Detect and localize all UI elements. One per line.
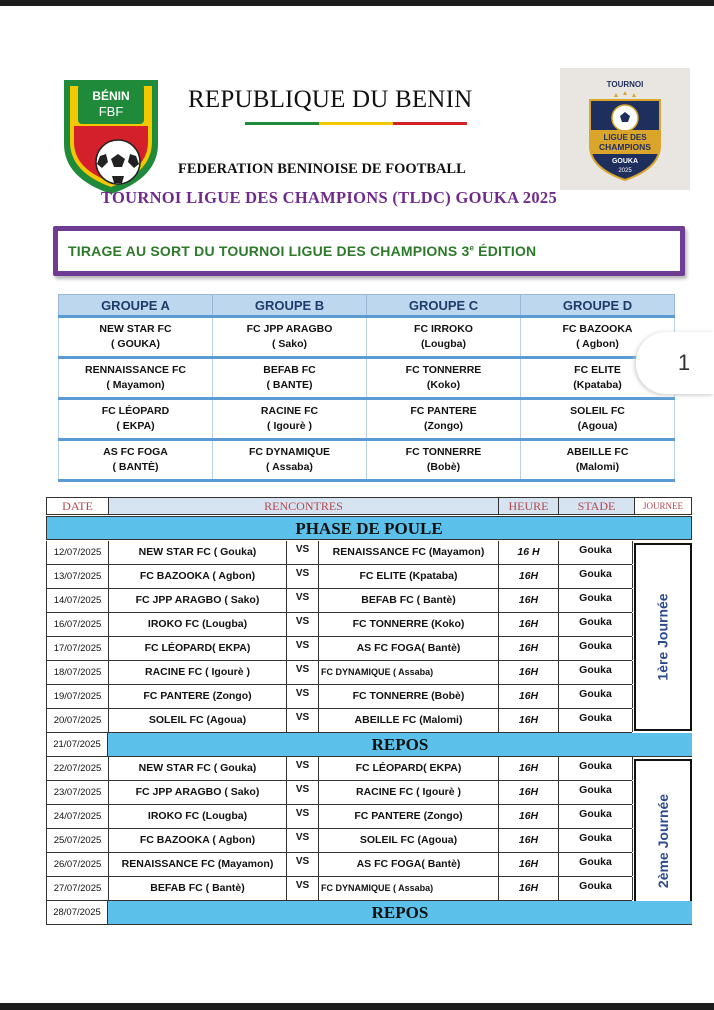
match-date: 16/07/2025 [47, 613, 109, 636]
match-away-team: RENAISSANCE FC (Mayamon) [319, 541, 499, 564]
match-home-team: FC LÉOPARD( EKPA) [109, 637, 287, 660]
match-home-team: FC PANTERE (Zongo) [109, 685, 287, 708]
match-stadium: Gouka [559, 541, 633, 564]
group-c-header: GROUPE C [367, 295, 521, 317]
header-journee: JOURNEE [635, 498, 691, 514]
group-team-name: FC PANTERE [410, 405, 477, 417]
match-time: 16H [499, 853, 559, 876]
match-stadium: Gouka [559, 853, 633, 876]
match-stadium: Gouka [559, 637, 633, 660]
match-stadium: Gouka [559, 709, 633, 732]
repos-banner: REPOS [108, 733, 692, 757]
group-d-header: GROUPE D [521, 295, 675, 317]
top-border [0, 0, 714, 6]
match-home-team: IROKO FC (Lougba) [109, 613, 287, 636]
match-stadium: Gouka [559, 613, 633, 636]
flag-stripe [245, 122, 467, 125]
match-stadium: Gouka [559, 781, 633, 804]
tldc-logo-line2: CHAMPIONS [599, 142, 651, 152]
match-home-team: NEW STAR FC ( Gouka) [109, 757, 287, 780]
groups-header-row [59, 295, 675, 317]
header-date: DATE [47, 498, 109, 514]
match-stadium: Gouka [559, 685, 633, 708]
match-home-team: FC JPP ARAGBO ( Sako) [109, 781, 287, 804]
group-team-name: BEFAB FC [263, 364, 316, 376]
match-away-team: SOLEIL FC (Agoua) [319, 829, 499, 852]
group-team-location: (Malomi) [575, 461, 620, 473]
group-team-location: (Lougba) [421, 338, 466, 350]
match-home-team: FC JPP ARAGBO ( Sako) [109, 589, 287, 612]
match-date: 20/07/2025 [47, 709, 109, 732]
match-home-team: FC BAZOOKA ( Agbon) [109, 829, 287, 852]
journee-label-box [634, 759, 692, 923]
match-vs: VS [287, 853, 319, 876]
match-date: 23/07/2025 [47, 781, 109, 804]
group-cell [367, 440, 521, 481]
match-date: 18/07/2025 [47, 661, 109, 684]
group-team-name: ABEILLE FC [566, 446, 629, 458]
group-cell [367, 317, 521, 358]
group-team-name: FC IRROKO [414, 323, 473, 335]
match-stadium: Gouka [559, 829, 633, 852]
groups-row [59, 358, 675, 399]
group-team-name: FC TONNERRE [405, 446, 482, 458]
match-stadium: Gouka [559, 757, 633, 780]
match-row [46, 757, 632, 781]
group-b-header: GROUPE B [213, 295, 367, 317]
group-team-location: ( EKPA) [116, 420, 155, 432]
group-cell [367, 358, 521, 399]
match-vs: VS [287, 541, 319, 564]
group-cell [213, 358, 367, 399]
group-team-name: FC BAZOOKA [562, 323, 633, 335]
schedule-header [46, 497, 692, 515]
match-vs: VS [287, 709, 319, 732]
group-team-name: NEW STAR FC [99, 323, 172, 335]
journee-label: 1ère Journée [655, 593, 672, 681]
match-home-team: IROKO FC (Lougba) [109, 805, 287, 828]
match-time: 16H [499, 637, 559, 660]
group-team-location: ( Sako) [271, 338, 307, 350]
tirage-sup: e [469, 243, 475, 253]
match-vs: VS [287, 781, 319, 804]
groups-row [59, 317, 675, 358]
match-away-team: AS FC FOGA( Bantè) [319, 637, 499, 660]
match-away-team: FC PANTERE (Zongo) [319, 805, 499, 828]
match-away-team: FC DYNAMIQUE ( Assaba) [319, 877, 499, 900]
match-away-team: FC TONNERRE (Koko) [319, 613, 499, 636]
match-time: 16H [499, 589, 559, 612]
tldc-logo-line1: LIGUE DES [603, 133, 647, 142]
match-row [46, 565, 632, 589]
match-row [46, 661, 632, 685]
match-away-team: FC LÉOPARD( EKPA) [319, 757, 499, 780]
group-team-location: (Zongo) [423, 420, 464, 432]
match-stadium: Gouka [559, 877, 633, 900]
match-vs: VS [287, 685, 319, 708]
match-vs: VS [287, 805, 319, 828]
match-away-team: BEFAB FC ( Bantè) [319, 589, 499, 612]
fbf-logo [56, 74, 166, 196]
match-time: 16 H [499, 541, 559, 564]
match-row [46, 853, 632, 877]
journee-label: 2ème Journée [655, 793, 672, 889]
match-date: 13/07/2025 [47, 565, 109, 588]
match-away-team: FC TONNERRE (Bobè) [319, 685, 499, 708]
group-cell [59, 399, 213, 440]
tirage-suffix: ÉDITION [474, 243, 537, 259]
match-stadium: Gouka [559, 589, 633, 612]
repos-banner: REPOS [108, 901, 692, 925]
match-away-team: AS FC FOGA( Bantè) [319, 853, 499, 876]
match-time: 16H [499, 709, 559, 732]
group-team-name: FC ELITE [574, 364, 621, 376]
groups-table [58, 294, 675, 482]
match-row [46, 709, 632, 733]
match-vs: VS [287, 757, 319, 780]
group-team-name: FC LÉOPARD [101, 405, 170, 417]
match-vs: VS [287, 637, 319, 660]
tldc-logo [560, 68, 690, 190]
group-team-location: ( Mayamon) [106, 379, 165, 391]
group-team-name: FC JPP ARAGBO [246, 323, 333, 335]
match-time: 16H [499, 685, 559, 708]
match-time: 16H [499, 757, 559, 780]
match-time: 16H [499, 805, 559, 828]
group-team-name: RENNAISSANCE FC [85, 364, 186, 376]
header-heure: HEURE [499, 498, 559, 514]
match-time: 16H [499, 565, 559, 588]
match-row [46, 589, 632, 613]
match-date: 22/07/2025 [47, 757, 109, 780]
group-cell [59, 358, 213, 399]
match-stadium: Gouka [559, 661, 633, 684]
match-time: 16H [499, 877, 559, 900]
match-vs: VS [287, 661, 319, 684]
header-stade: STADE [559, 498, 635, 514]
bottom-border [0, 1003, 714, 1010]
match-date: 26/07/2025 [47, 853, 109, 876]
group-team-location: (Kpataba) [573, 379, 622, 391]
tirage-title [68, 243, 536, 259]
group-team-name: SOLEIL FC [570, 405, 625, 417]
tournament-title: TOURNOI LIGUE DES CHAMPIONS (TLDC) GOUKA 2025 [101, 188, 557, 207]
page-number-tab[interactable] [636, 332, 714, 394]
match-row [46, 541, 632, 565]
group-team-location: ( Agbon) [576, 338, 619, 350]
group-cell [521, 399, 675, 440]
match-row [46, 613, 632, 637]
match-row [46, 781, 632, 805]
match-row [46, 637, 632, 661]
group-team-location: ( BANTE) [266, 379, 313, 391]
match-row [46, 805, 632, 829]
match-row [46, 877, 632, 901]
match-away-team: RACINE FC ( Igourè ) [319, 781, 499, 804]
tldc-logo-line3: GOUKA [611, 158, 639, 165]
group-team-name: FC TONNERRE [405, 364, 482, 376]
match-away-team: ABEILLE FC (Malomi) [319, 709, 499, 732]
groups-row [59, 399, 675, 440]
match-home-team: SOLEIL FC (Agoua) [109, 709, 287, 732]
match-date: 17/07/2025 [47, 637, 109, 660]
match-time: 16H [499, 661, 559, 684]
match-date: 14/07/2025 [47, 589, 109, 612]
group-cell [367, 399, 521, 440]
match-away-team: FC DYNAMIQUE ( Assaba) [319, 661, 499, 684]
tldc-logo-line4: 2025 [618, 168, 632, 174]
group-team-location: (Koko) [426, 379, 461, 391]
match-date: 25/07/2025 [47, 829, 109, 852]
match-date: 24/07/2025 [47, 805, 109, 828]
match-row [46, 685, 632, 709]
group-cell [213, 440, 367, 481]
tirage-banner [53, 226, 685, 276]
match-vs: VS [287, 613, 319, 636]
match-vs: VS [287, 589, 319, 612]
group-a-header: GROUPE A [59, 295, 213, 317]
phase-title: PHASE DE POULE [46, 516, 692, 540]
match-time: 16H [499, 829, 559, 852]
match-vs: VS [287, 829, 319, 852]
match-home-team: FC BAZOOKA ( Agbon) [109, 565, 287, 588]
match-vs: VS [287, 877, 319, 900]
match-row [46, 829, 632, 853]
repos-date: 28/07/2025 [46, 901, 108, 925]
groups-row [59, 440, 675, 481]
match-date: 27/07/2025 [47, 877, 109, 900]
match-date: 19/07/2025 [47, 685, 109, 708]
group-team-location: ( GOUKA) [111, 338, 160, 350]
tirage-text: TIRAGE AU SORT DU TOURNOI LIGUE DES CHAMPIONS 3 [68, 243, 470, 259]
country-title: REPUBLIQUE DU BENIN [188, 86, 473, 113]
repos-date: 21/07/2025 [46, 733, 108, 757]
match-stadium: Gouka [559, 805, 633, 828]
group-team-name: AS FC FOGA [103, 446, 168, 458]
group-cell [213, 399, 367, 440]
match-vs: VS [287, 565, 319, 588]
tldc-logo-top: TOURNOI [606, 80, 644, 89]
group-team-name: RACINE FC [260, 405, 319, 417]
match-home-team: NEW STAR FC ( Gouka) [109, 541, 287, 564]
group-team-location: (Agoua) [577, 420, 618, 432]
group-cell [521, 440, 675, 481]
federation-title: FEDERATION BENINOISE DE FOOTBALL [178, 161, 466, 177]
match-date: 12/07/2025 [47, 541, 109, 564]
match-stadium: Gouka [559, 565, 633, 588]
match-time: 16H [499, 781, 559, 804]
group-cell [213, 317, 367, 358]
journee-label-box [634, 543, 692, 731]
header-rencontres: RENCONTRES [109, 498, 499, 514]
match-home-team: RENAISSANCE FC (Mayamon) [109, 853, 287, 876]
group-team-location: ( Assaba) [266, 461, 313, 473]
fbf-logo-mid: FBF [98, 104, 124, 119]
group-team-name: FC DYNAMIQUE [248, 446, 331, 458]
group-team-location: ( Igourè ) [267, 420, 312, 432]
match-home-team: RACINE FC ( Igourè ) [109, 661, 287, 684]
fbf-logo-top: BÉNIN [92, 89, 130, 103]
match-away-team: FC ELITE (Kpataba) [319, 565, 499, 588]
group-cell [59, 440, 213, 481]
match-home-team: BEFAB FC ( Bantè) [109, 877, 287, 900]
group-team-location: (Bobè) [426, 461, 461, 473]
group-cell [59, 317, 213, 358]
match-time: 16H [499, 613, 559, 636]
page-number: 1 [677, 350, 691, 375]
group-team-location: ( BANTÈ) [112, 461, 159, 473]
